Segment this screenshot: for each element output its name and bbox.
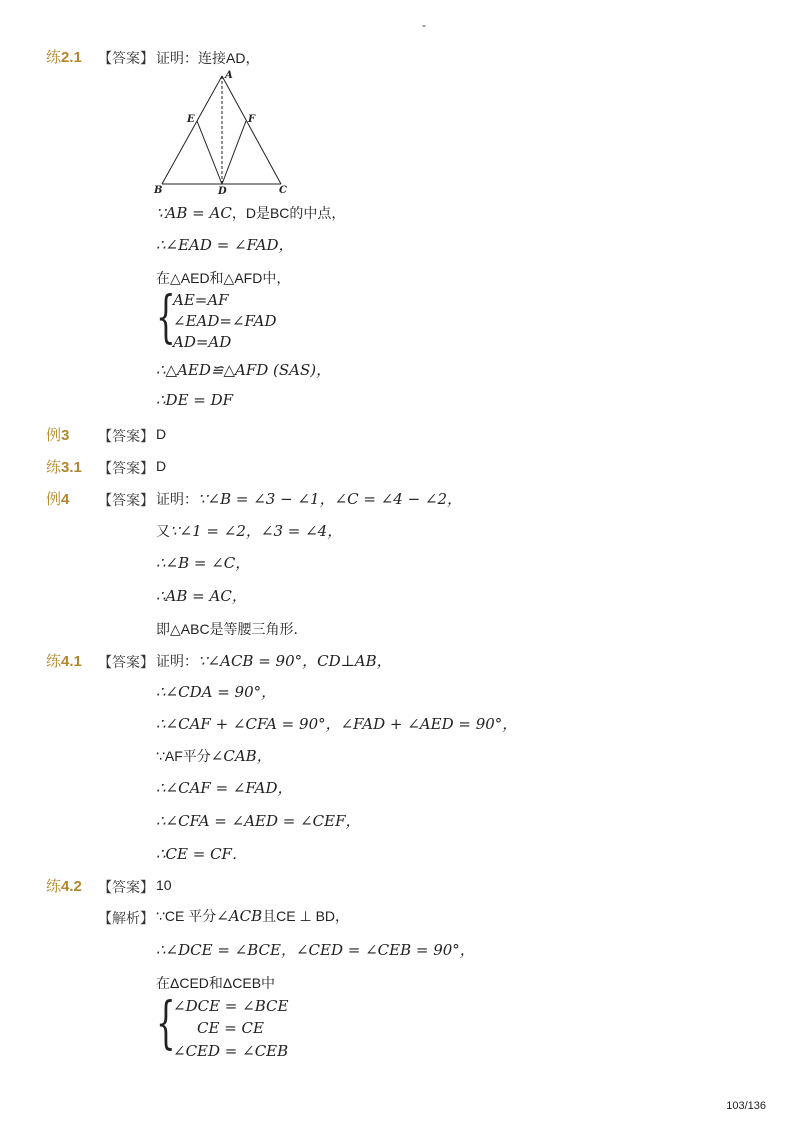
analysis-tag: 【解析】 <box>98 910 154 926</box>
answer-value: 10 <box>156 877 172 893</box>
proof-line: ∴∠CDA = 90°， <box>156 683 277 701</box>
proof-line: ∴DE = DF <box>156 391 234 409</box>
side-ac <box>222 76 281 184</box>
point-label-e: E <box>187 114 195 125</box>
system-brace: { <box>156 285 176 350</box>
label-number: 4.2 <box>61 878 82 895</box>
proof-intro: 证明：连接AD， <box>156 50 260 66</box>
answer-tag: 【答案】 <box>98 654 154 670</box>
analysis-line: ∴∠DCE = ∠BCE，∠CED = ∠CEB = 90°， <box>156 941 475 959</box>
exercise-label-4-2 <box>46 875 82 896</box>
proof-line: ∴∠CAF + ∠CFA = 90°，∠FAD + ∠AED = 90°， <box>156 715 518 733</box>
segment-df <box>222 121 246 184</box>
proof-line: ∴△AED≌△AFD (SAS)， <box>156 361 332 379</box>
system-eq: CE = CE <box>197 1019 264 1037</box>
label-prefix: 练 <box>46 459 62 476</box>
label-number: 3.1 <box>61 459 82 476</box>
proof-line: 即△ABC是等腰三角形． <box>156 621 308 637</box>
analysis-line: ∵CE 平分∠ACB且CE ⊥ BD， <box>156 907 350 925</box>
label-prefix: 例 <box>46 491 62 508</box>
answer-tag: 【答案】 <box>98 879 154 895</box>
proof-line: 证明：∵∠ACB = 90°，CD⊥AB， <box>156 652 392 670</box>
answer-tag: 【答案】 <box>98 460 154 476</box>
label-number: 4.1 <box>61 653 82 670</box>
answer-tag: 【答案】 <box>98 50 154 66</box>
page-number: 103/136 <box>726 1100 766 1112</box>
proof-line: ∴∠CAF = ∠FAD， <box>156 779 293 797</box>
system-eq: ∠EAD=∠FAD <box>173 312 277 330</box>
system-eq: ∠DCE = ∠BCE <box>173 997 289 1015</box>
proof-line: ∴∠EAD = ∠FAD， <box>156 236 294 254</box>
system-eq: AE=AF <box>173 291 229 309</box>
answer-value: D <box>156 426 167 442</box>
exercise-label-3 <box>46 424 69 445</box>
side-ab <box>162 76 222 184</box>
proof-line: 又∵∠1 = ∠2，∠3 = ∠4， <box>156 522 343 540</box>
exercise-label-3-1 <box>46 456 82 477</box>
segment-de <box>197 121 222 184</box>
point-label-b: B <box>154 185 163 196</box>
proof-line: 证明：∵∠B = ∠3 − ∠1，∠C = ∠4 − ∠2， <box>156 490 463 508</box>
label-number: 3 <box>61 427 70 444</box>
proof-line: ∴AB = AC， <box>156 587 247 605</box>
proof-line: ∴∠B = ∠C， <box>156 554 251 572</box>
exercise-label-4-1 <box>46 650 82 671</box>
proof-line: ∴∠CFA = ∠AED = ∠CEF， <box>156 812 361 830</box>
point-label-a: A <box>225 70 233 81</box>
label-prefix: 练 <box>46 878 62 895</box>
label-prefix: 练 <box>46 49 62 66</box>
system-brace: { <box>156 991 176 1056</box>
label-number: 2.1 <box>61 49 82 66</box>
proof-line: ∵AF平分∠CAB， <box>156 747 272 765</box>
answer-tag: 【答案】 <box>98 492 154 508</box>
point-label-d: D <box>218 186 227 197</box>
answer-tag: 【答案】 <box>98 428 154 444</box>
label-prefix: 练 <box>46 653 62 670</box>
point-label-f: F <box>248 114 256 125</box>
label-number: 4 <box>61 491 70 508</box>
proof-line: ∵AB = AC，D是BC的中点， <box>156 204 346 222</box>
proof-line: 在△AED和△AFD中， <box>156 270 291 286</box>
triangle-figure <box>150 68 300 198</box>
analysis-line: 在ΔCED和ΔCEB中 <box>156 975 276 991</box>
proof-line: ∴CE = CF． <box>156 845 247 863</box>
exercise-label-4 <box>46 488 69 509</box>
system-eq: AD=AD <box>173 333 232 351</box>
exercise-label-2-1 <box>46 46 82 67</box>
label-prefix: 例 <box>46 427 62 444</box>
point-label-c: C <box>279 185 287 196</box>
header-mark: - <box>422 18 426 32</box>
system-eq: ∠CED = ∠CEB <box>173 1042 289 1060</box>
answer-value: D <box>156 458 167 474</box>
